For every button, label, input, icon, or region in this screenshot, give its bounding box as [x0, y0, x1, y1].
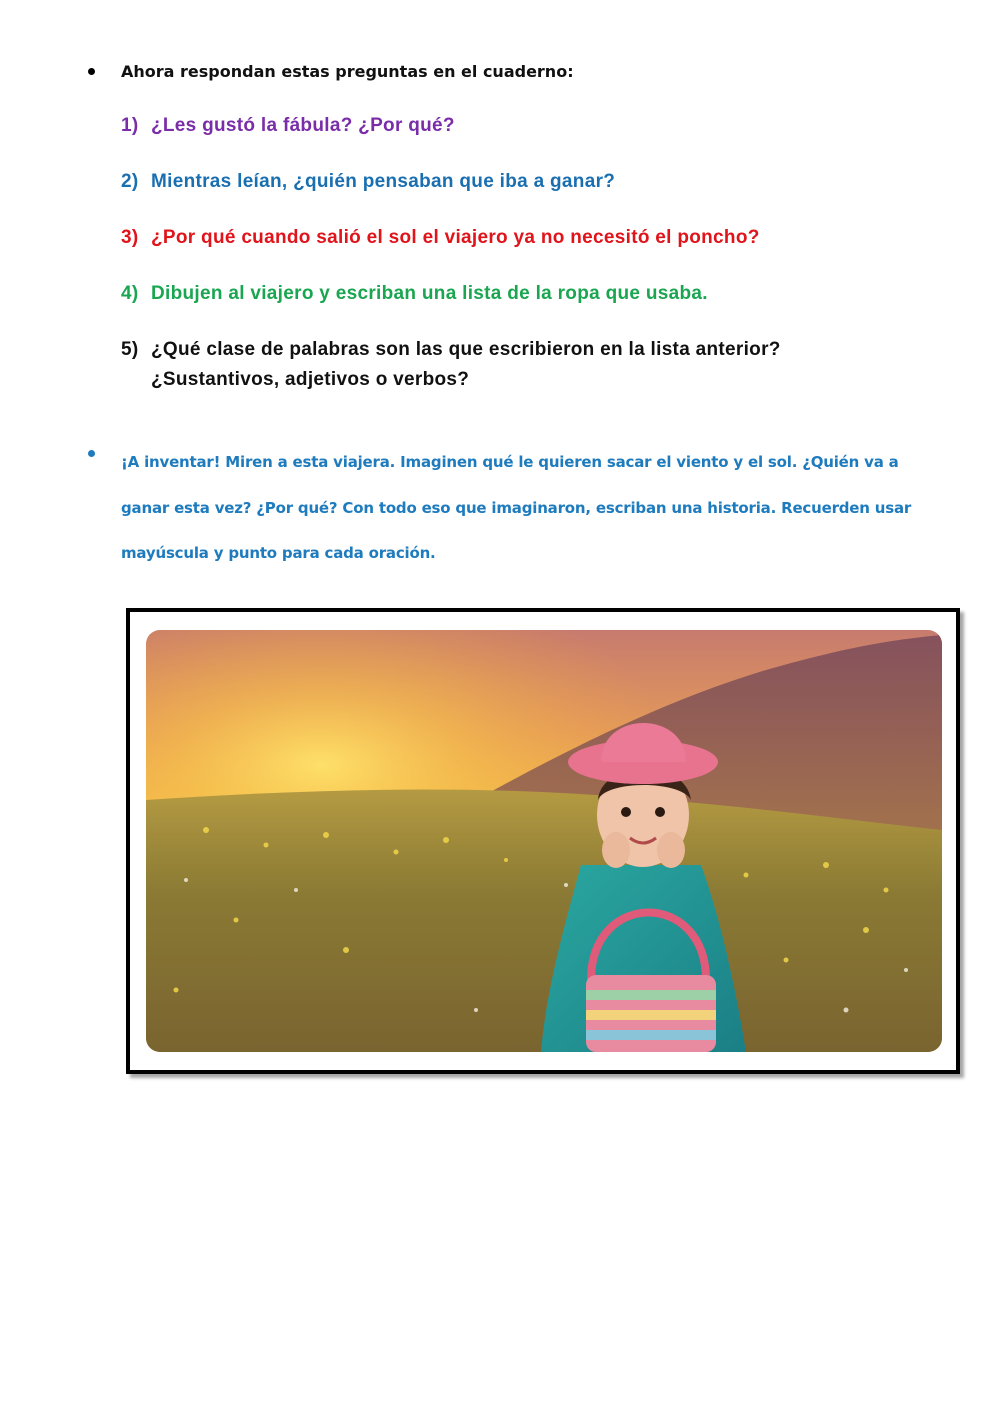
intro-bullet [88, 62, 574, 81]
question-2 [121, 167, 615, 197]
intro-text: Ahora respondan estas preguntas en el cuaderno: [121, 62, 574, 81]
question-text-line-1: ¿Qué clase de palabras son las que escribieron en la lista anterior? [151, 339, 781, 360]
question-4 [121, 279, 708, 309]
question-5 [121, 335, 881, 395]
question-text: Mientras leían, ¿quién pensaban que iba a ganar? [151, 171, 616, 192]
question-number: 5) [121, 339, 139, 360]
question-text-line-2: ¿Sustantivos, adjetivos o verbos? [151, 369, 470, 390]
question-text: Dibujen al viajero y escriban una lista de la ropa que usaba. [151, 283, 708, 304]
question-text: ¿Por qué cuando salió el sol el viajero ya no necesitó el poncho? [151, 227, 760, 248]
question-text: ¿Les gustó la fábula? ¿Por qué? [151, 115, 455, 136]
task-text: ¡A inventar! Miren a esta viajera. Imaginen qué le quieren sacar el viento y el sol. ¿Quién va a ganar esta vez? ¿Por qué? Con todo eso que imaginaron, escriban una historia. Recuerden usar mayúscula y punto para cada oración. [121, 453, 912, 562]
question-number: 2) [121, 171, 139, 192]
traveler-girl-photo [146, 630, 942, 1052]
question-1 [121, 111, 455, 141]
question-3 [121, 223, 760, 253]
writing-task [88, 440, 948, 577]
question-text [151, 335, 781, 395]
question-number: 3) [121, 227, 139, 248]
question-number: 1) [121, 115, 139, 136]
bullet-icon [88, 68, 95, 75]
photo-frame [126, 608, 960, 1074]
question-number: 4) [121, 283, 139, 304]
bullet-icon [88, 450, 95, 457]
